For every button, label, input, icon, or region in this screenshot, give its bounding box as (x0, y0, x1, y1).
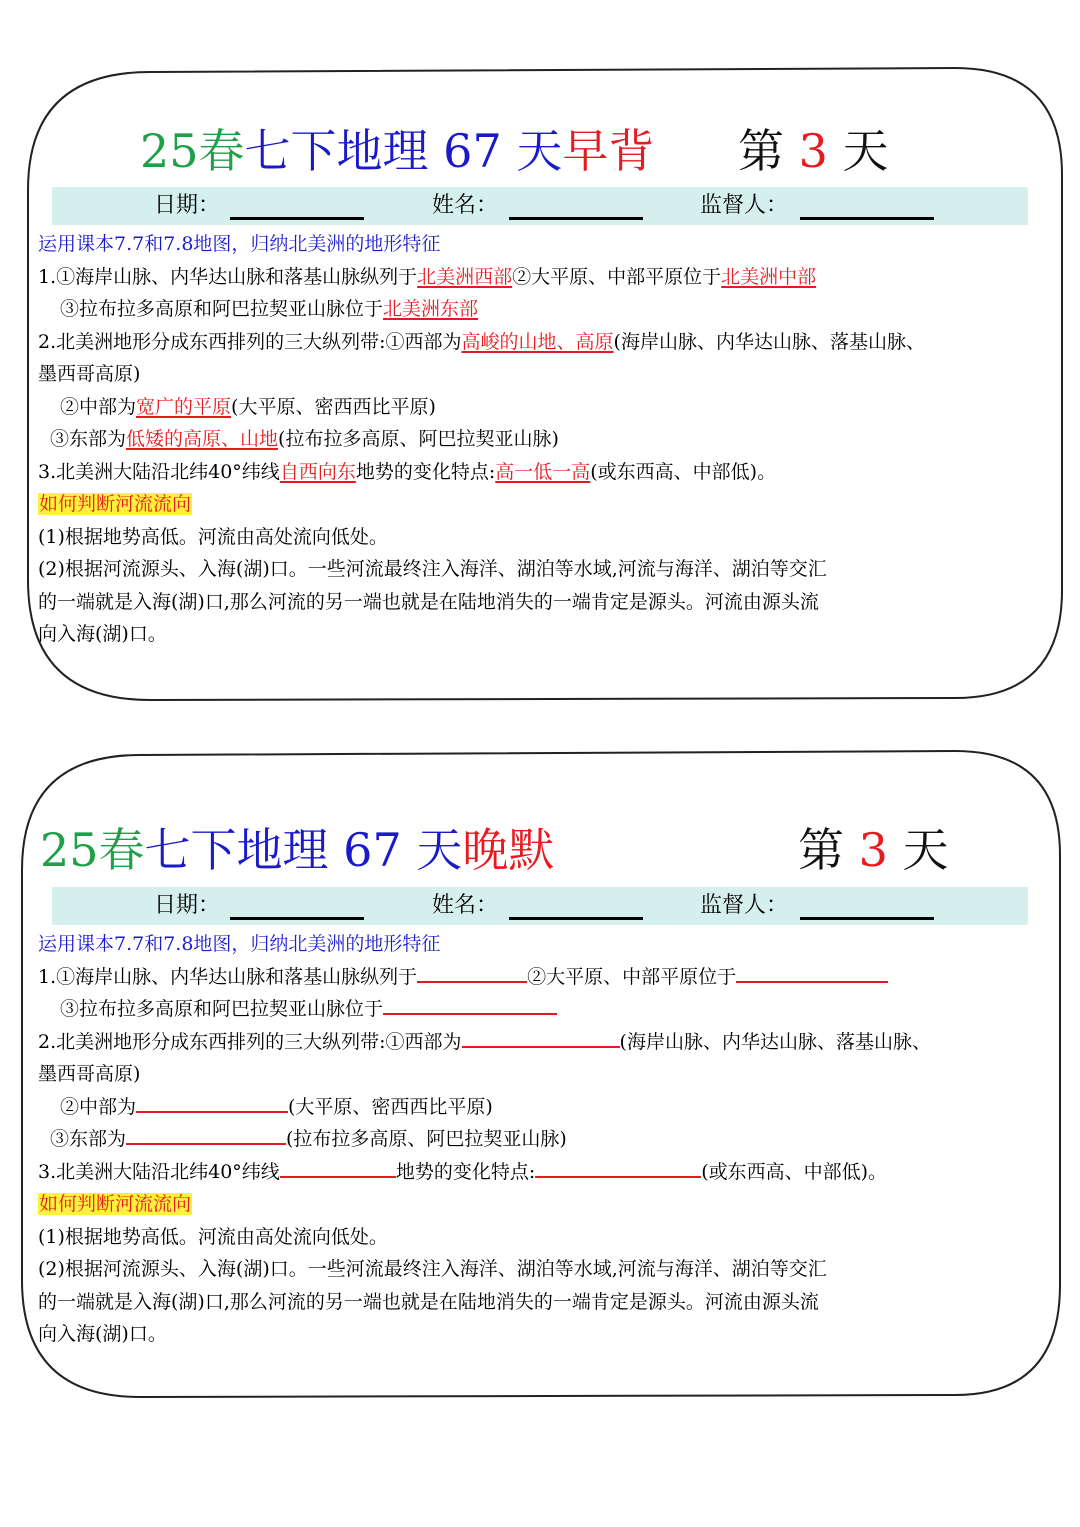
answer-blank[interactable] (126, 1125, 286, 1145)
text-line: 3.北美洲大陆沿北纬40°纬线自西向东地势的变化特点:高一低一高(或东西高、中部低)。 (38, 460, 777, 483)
text-line: 1.①海岸山脉、内华达山脉和落基山脉纵列于北美洲西部②大平原、中部平原位于北美洲中部 (38, 265, 817, 288)
page-title: 25春七下地理 67 天早背 (140, 124, 655, 178)
section-heading: 运用课本7.7和7.8地图，归纳北美洲的地形特征 (38, 933, 441, 955)
text-line: ②中部为 (大平原、密西西比平原) (38, 1091, 1048, 1124)
text-line: 的一端就是入海(湖)口,那么河流的另一端也就是在陆地消失的一端肯定是源头。河流由源头流 (38, 1290, 819, 1313)
text-line: 3.北美洲大陆沿北纬40°纬线 地势的变化特点: (或东西高、中部低)。 (38, 1156, 1048, 1189)
text-line: ③东部为 (拉布拉多高原、阿巴拉契亚山脉) (38, 1123, 1048, 1156)
date-field[interactable] (230, 917, 364, 920)
text-line: 2.北美洲地形分成东西排列的三大纵列带:①西部为高峻的山地、高原(海岸山脉、内华达山脉、落基山脉、 (38, 330, 925, 353)
morning-card (0, 0, 1080, 710)
answer-text: 北美洲西部 (417, 265, 513, 288)
info-bar (52, 187, 1028, 225)
section-heading: 运用课本7.7和7.8地图，归纳北美洲的地形特征 (38, 233, 441, 255)
content-body (38, 228, 1048, 651)
text-line: (2)根据河流源头、入海(湖)口。一些河流最终注入海洋、湖泊等水域,河流与海洋、湖泊等交汇 (38, 1258, 827, 1280)
text-line: (1)根据地势高低。河流由高处流向低处。 (38, 525, 388, 548)
text-line: 墨西哥高原) (38, 363, 141, 385)
answer-blank[interactable] (736, 963, 888, 983)
page-title: 25春七下地理 67 天晚默 (40, 823, 555, 877)
supervisor-field[interactable] (800, 917, 934, 920)
river-heading: 如何判断河流流向 (39, 1193, 192, 1215)
answer-text: 宽广的平原 (136, 395, 232, 418)
text-line: 的一端就是入海(湖)口,那么河流的另一端也就是在陆地消失的一端肯定是源头。河流由源头流 (38, 590, 819, 613)
answer-blank[interactable] (417, 963, 527, 983)
text-line: ③拉布拉多高原和阿巴拉契亚山脉位于北美洲东部 (60, 298, 479, 320)
text-line: 1.①海岸山脉、内华达山脉和落基山脉纵列于 ②大平原、中部平原位于 (38, 961, 1048, 994)
supervisor-label: 监督人： (700, 893, 789, 918)
answer-text: 北美洲东部 (383, 298, 479, 320)
text-line: 墨西哥高原) (38, 1063, 141, 1085)
answer-text: 低矮的高原、山地 (126, 428, 279, 450)
evening-card (0, 745, 1080, 1405)
answer-text: 高一低一高 (495, 460, 591, 483)
supervisor-field[interactable] (800, 217, 934, 220)
answer-text: 自西向东 (279, 460, 356, 483)
date-field[interactable] (230, 217, 364, 220)
text-line: (1)根据地势高低。河流由高处流向低处。 (38, 1225, 388, 1248)
name-label: 姓名： (432, 193, 499, 218)
day-counter: 第 3 天 (738, 124, 889, 178)
answer-text: 高峻的山地、高原 (461, 330, 614, 353)
text-line: (2)根据河流源头、入海(湖)口。一些河流最终注入海洋、湖泊等水域,河流与海洋、湖泊等交汇 (38, 558, 827, 580)
answer-blank[interactable] (462, 1028, 620, 1048)
answer-blank[interactable] (383, 995, 557, 1015)
text-line: ③拉布拉多高原和阿巴拉契亚山脉位于 (38, 993, 1048, 1026)
answer-blank[interactable] (280, 1158, 396, 1178)
date-label: 日期： (154, 893, 221, 918)
river-heading: 如何判断河流流向 (39, 493, 192, 515)
day-counter: 第 3 天 (798, 823, 949, 877)
text-line: 向入海(湖)口。 (38, 1323, 167, 1345)
answer-blank[interactable] (136, 1093, 288, 1113)
name-field[interactable] (509, 917, 643, 920)
content-body (38, 928, 1048, 1351)
info-bar (52, 887, 1028, 925)
text-line: 向入海(湖)口。 (38, 623, 167, 645)
text-line: 2.北美洲地形分成东西排列的三大纵列带:①西部为 (海岸山脉、内华达山脉、落基山脉、 (38, 1026, 1048, 1059)
name-label: 姓名： (432, 893, 499, 918)
text-line: ③东部为低矮的高原、山地(拉布拉多高原、阿巴拉契亚山脉) (50, 428, 559, 450)
name-field[interactable] (509, 217, 643, 220)
supervisor-label: 监督人： (700, 193, 789, 218)
date-label: 日期： (154, 193, 221, 218)
text-line: ②中部为宽广的平原(大平原、密西西比平原) (60, 395, 436, 418)
answer-text: 北美洲中部 (721, 265, 817, 288)
answer-blank[interactable] (535, 1158, 701, 1178)
